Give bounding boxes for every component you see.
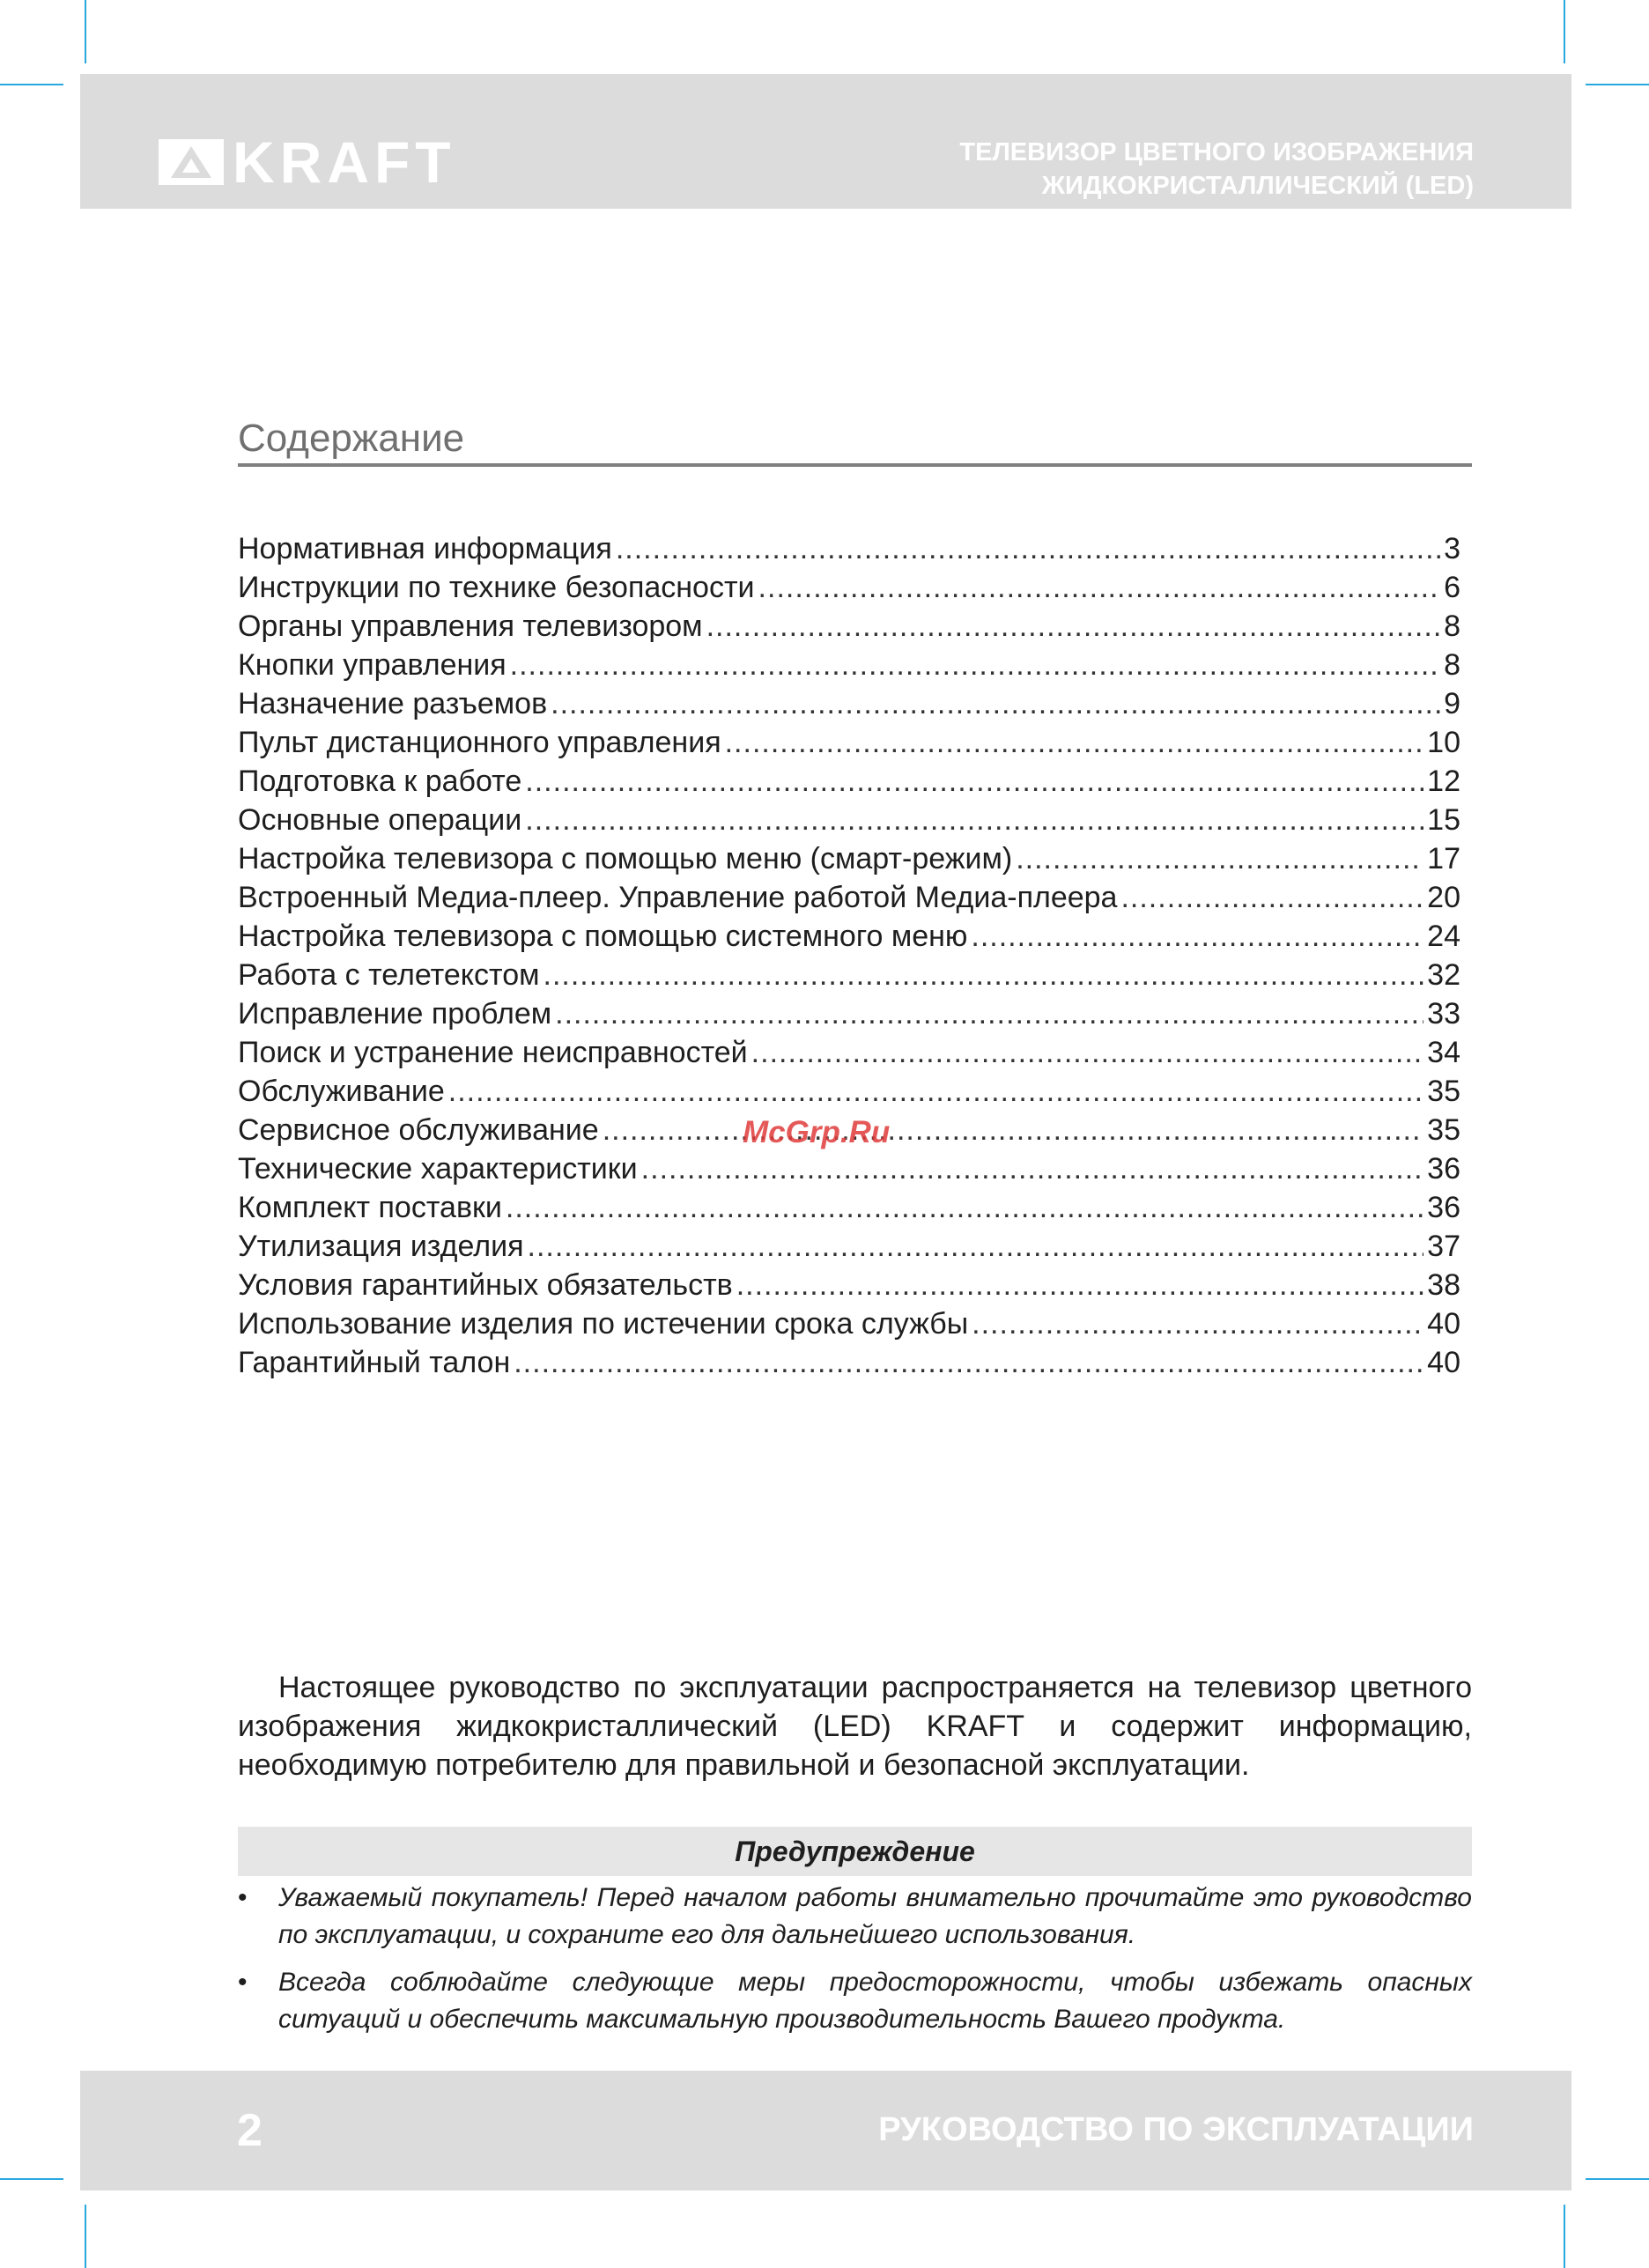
toc-item-title: Настройка телевизора с помощью системного меню: [238, 920, 968, 953]
toc-item: [238, 994, 1460, 1033]
toc-item: [238, 801, 1460, 839]
toc-item-page: 15: [1427, 803, 1460, 837]
header-title-line: ЖИДКОКРИСТАЛЛИЧЕСКИЙ (LED): [1041, 172, 1474, 200]
toc-leader: [510, 646, 1440, 684]
toc-leader: [525, 801, 1423, 839]
toc-leader: [506, 1188, 1423, 1227]
brand-logo: [159, 129, 456, 195]
crop-mark: [1564, 0, 1565, 63]
toc-item-page: 17: [1427, 842, 1460, 875]
toc-item-page: 36: [1427, 1152, 1460, 1186]
toc-item-page: 9: [1444, 687, 1460, 720]
toc-item-title: Подготовка к работе: [238, 765, 522, 798]
toc-item: [238, 607, 1460, 646]
crop-mark: [85, 2205, 86, 2268]
toc-item-page: 33: [1427, 997, 1460, 1031]
toc-item-title: Работа с телетекстом: [238, 958, 540, 992]
toc-leader: [1016, 839, 1423, 878]
contents-heading: Содержание: [238, 414, 1472, 467]
crop-mark: [1586, 2178, 1649, 2180]
toc-leader: [736, 1266, 1423, 1304]
toc-item-title: Сервисное обслуживание: [238, 1113, 599, 1147]
warning-item: • Всегда соблюдайте следующие меры предосторожности, чтобы избежать опасных ситуаций и обеспечить максимальную производительность Вашего продукта.: [238, 1964, 1472, 2038]
warning-item: • Уважаемый покупатель! Перед началом работы внимательно прочитайте это руководство по эксплуатации, и сохраните его для дальнейшего использования.: [238, 1880, 1472, 1954]
toc-leader: [555, 994, 1423, 1033]
toc-item-title: Утилизация изделия: [238, 1230, 524, 1263]
toc-item-title: Поиск и устранение неисправностей: [238, 1036, 748, 1069]
toc-item-page: 8: [1444, 648, 1460, 682]
header-title-line: ТЕЛЕВИЗОР ЦВЕТНОГО ИЗОБРАЖЕНИЯ: [959, 138, 1474, 166]
toc-item: [238, 839, 1460, 878]
toc-item-title: Исправление проблем: [238, 997, 552, 1031]
toc-item: [238, 1033, 1460, 1072]
warning-list: [238, 1880, 1472, 2049]
toc-leader: [448, 1072, 1423, 1111]
toc-item-page: 38: [1427, 1268, 1460, 1302]
table-of-contents: [238, 529, 1460, 1382]
crop-mark: [0, 84, 63, 85]
toc-item: [238, 1227, 1460, 1266]
toc-item-title: Использование изделия по истечении срока службы: [238, 1307, 969, 1341]
toc-item-title: Органы управления телевизором: [238, 609, 703, 643]
intro-paragraph: Настоящее руководство по эксплуатации распространяется на телевизор цветного изображения жидкокристаллический (LED) KRAFT и содержит информацию, необходимую потребителю для правильной и безопасной эксплуатации.: [238, 1671, 1472, 1782]
toc-item-title: Встроенный Медиа-плеер. Управление работой Медиа-плеера: [238, 881, 1118, 914]
toc-item: [238, 529, 1460, 568]
toc-item-page: 34: [1427, 1036, 1460, 1069]
page-header: [80, 74, 1571, 209]
toc-item: [238, 762, 1460, 801]
toc-leader: [706, 607, 1441, 646]
toc-item-title: Инструкции по технике безопасности: [238, 571, 755, 604]
toc-leader: [544, 956, 1424, 994]
toc-item-page: 36: [1427, 1191, 1460, 1224]
toc-item: [238, 1072, 1460, 1111]
toc-item: [238, 1343, 1460, 1382]
toc-leader: [725, 723, 1424, 762]
toc-leader: [971, 917, 1423, 956]
kraft-logo-icon: [159, 139, 224, 185]
toc-item: [238, 1149, 1460, 1188]
toc-leader: [972, 1304, 1423, 1343]
crop-mark: [85, 0, 86, 63]
footer-title: РУКОВОДСТВО ПО ЭКСПЛУАТАЦИИ: [878, 2111, 1474, 2148]
toc-item-page: 10: [1427, 726, 1460, 759]
toc-leader: [616, 529, 1440, 568]
crop-mark: [1586, 84, 1649, 85]
toc-item: [238, 684, 1460, 723]
header-title: [959, 136, 1474, 203]
toc-leader: [758, 568, 1441, 607]
crop-mark: [1564, 2205, 1565, 2268]
page-footer: [80, 2071, 1571, 2190]
toc-leader: [514, 1343, 1423, 1382]
toc-item: [238, 1188, 1460, 1227]
toc-item: [238, 568, 1460, 607]
watermark: McGrp.Ru: [743, 1115, 891, 1149]
toc-item: [238, 1266, 1460, 1304]
toc-item-title: Нормативная информация: [238, 532, 612, 565]
logo-text: KRAFT: [233, 129, 456, 195]
toc-item-page: 35: [1427, 1113, 1460, 1147]
toc-item-page: 8: [1444, 609, 1460, 643]
toc-item-page: 24: [1427, 920, 1460, 953]
toc-item-title: Условия гарантийных обязательств: [238, 1268, 733, 1302]
toc-item-page: 20: [1427, 881, 1460, 914]
toc-item-title: Технические характеристики: [238, 1152, 638, 1186]
toc-item-page: 40: [1427, 1307, 1460, 1341]
toc-leader: [528, 1227, 1424, 1266]
toc-item-title: Назначение разъемов: [238, 687, 548, 720]
toc-item-page: 35: [1427, 1075, 1460, 1108]
toc-item: [238, 878, 1460, 917]
toc-leader: [551, 684, 1440, 723]
toc-item: [238, 917, 1460, 956]
toc-item: [238, 1304, 1460, 1343]
toc-item-page: 6: [1444, 571, 1460, 604]
toc-leader: [603, 1111, 1423, 1149]
toc-item-title: Пульт дистанционного управления: [238, 726, 721, 759]
toc-item-title: Кнопки управления: [238, 648, 507, 682]
toc-item-page: 12: [1427, 765, 1460, 798]
toc-item-page: 37: [1427, 1230, 1460, 1263]
crop-mark: [0, 2178, 63, 2180]
toc-item-page: 32: [1427, 958, 1460, 992]
toc-leader: [641, 1149, 1424, 1188]
toc-leader: [525, 762, 1423, 801]
page-number: 2: [237, 2105, 263, 2156]
toc-item: [238, 723, 1460, 762]
toc-item: [238, 956, 1460, 994]
toc-item: [238, 646, 1460, 684]
toc-item-title: Обслуживание: [238, 1075, 445, 1108]
toc-leader: [1120, 878, 1423, 917]
toc-item-title: Гарантийный талон: [238, 1346, 511, 1379]
toc-item-page: 40: [1427, 1346, 1460, 1379]
toc-item-title: Настройка телевизора с помощью меню (смарт-режим): [238, 842, 1013, 875]
toc-item-title: Основные операции: [238, 803, 522, 837]
toc-item-title: Комплект поставки: [238, 1191, 502, 1224]
warning-heading: Предупреждение: [238, 1827, 1472, 1876]
toc-leader: [751, 1033, 1424, 1072]
toc-item-page: 3: [1444, 532, 1460, 565]
